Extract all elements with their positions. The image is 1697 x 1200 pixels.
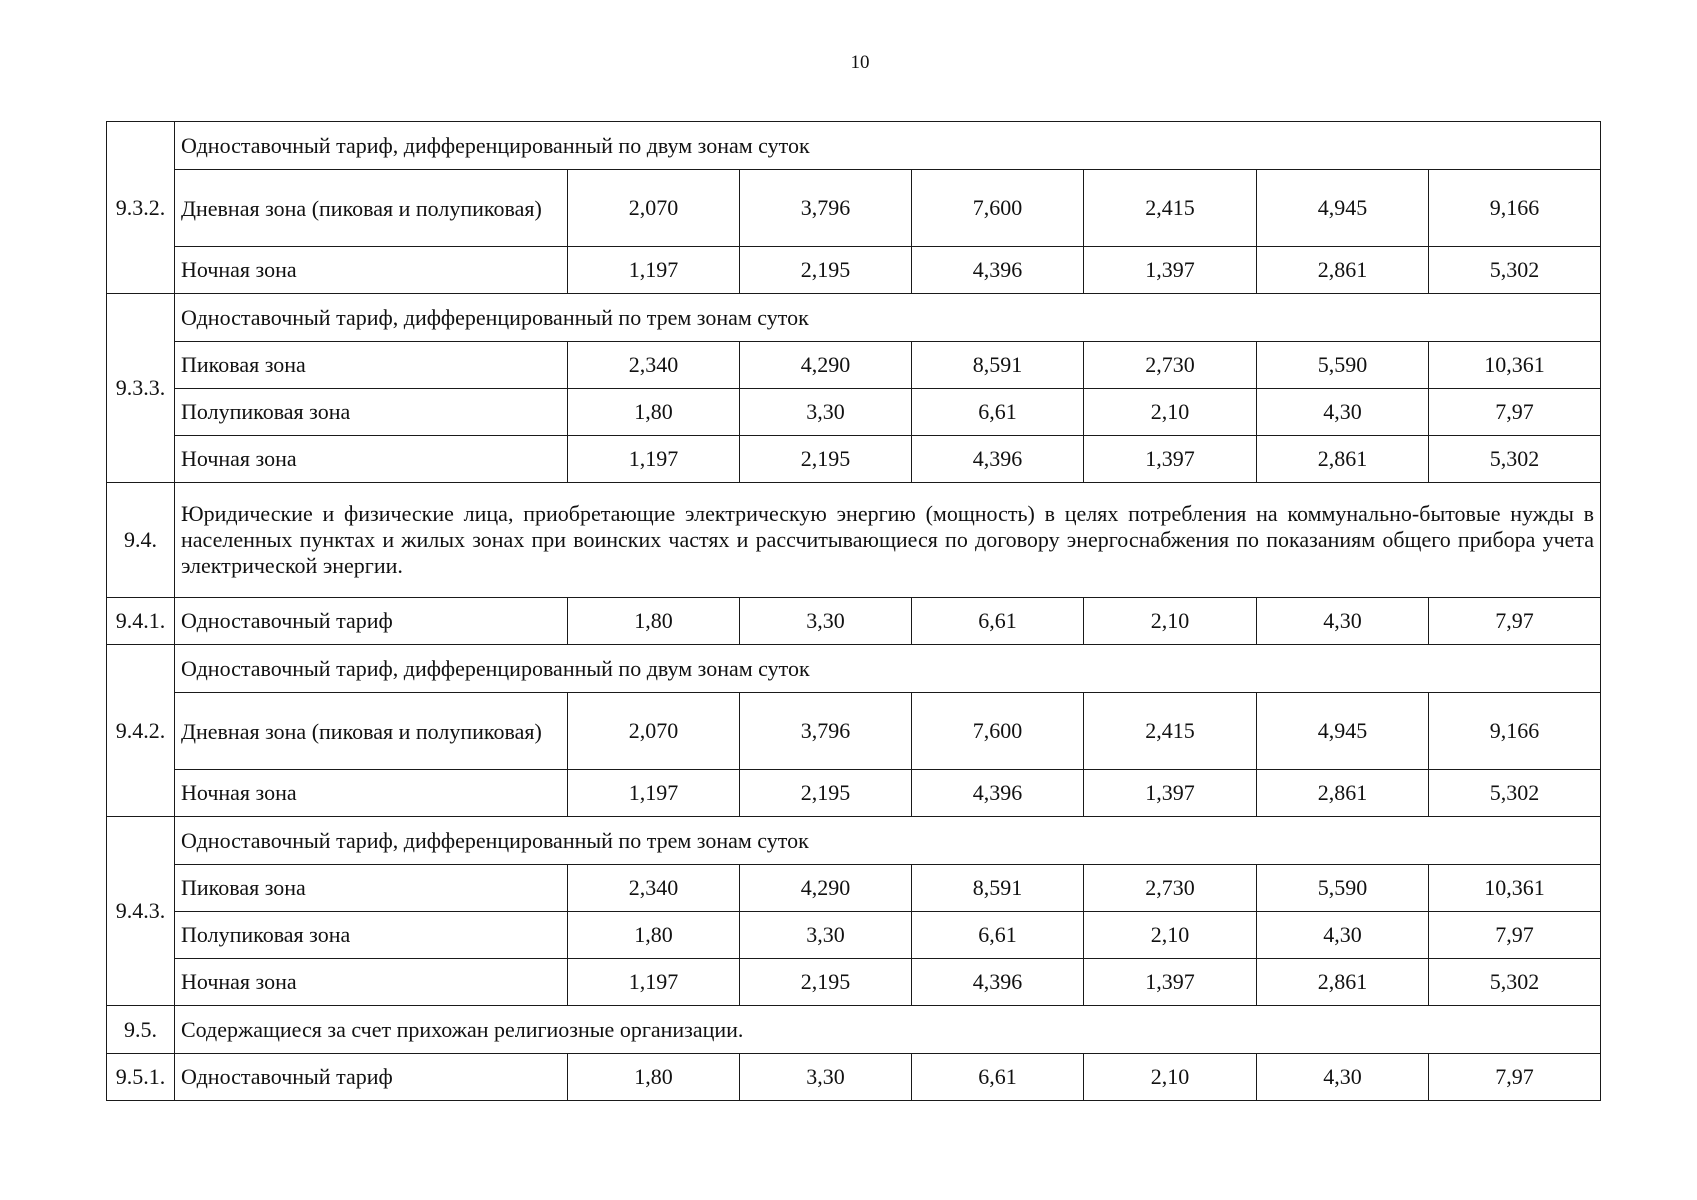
table-row: [107, 294, 1601, 342]
row-label: Дневная зона (пиковая и полупиковая): [175, 693, 568, 770]
value-cell: 3,30: [740, 912, 912, 959]
value-cell: 4,290: [740, 865, 912, 912]
value-cell: 7,97: [1429, 912, 1601, 959]
value-cell: 6,61: [912, 389, 1084, 436]
value-cell: 2,195: [740, 770, 912, 817]
table-row: [107, 1006, 1601, 1054]
value-cell: 2,10: [1084, 389, 1257, 436]
row-label: Пиковая зона: [175, 342, 568, 389]
value-cell: 3,796: [740, 693, 912, 770]
value-cell: 4,396: [912, 959, 1084, 1006]
value-cell: 6,61: [912, 598, 1084, 645]
value-cell: 10,361: [1429, 342, 1601, 389]
value-cell: 7,97: [1429, 1054, 1601, 1101]
page-number: 10: [850, 52, 870, 73]
value-cell: 2,10: [1084, 1054, 1257, 1101]
value-cell: 2,730: [1084, 865, 1257, 912]
tariff-table: [106, 121, 1601, 1101]
value-cell: 3,796: [740, 170, 912, 247]
value-cell: 4,30: [1257, 912, 1429, 959]
table-row: [107, 865, 1601, 912]
row-code: 9.5.: [107, 1006, 175, 1054]
value-cell: 6,61: [912, 1054, 1084, 1101]
value-cell: 3,30: [740, 598, 912, 645]
section-title: Содержащиеся за счет прихожан религиозные организации.: [175, 1006, 1601, 1054]
value-cell: 1,80: [568, 1054, 740, 1101]
row-label: Ночная зона: [175, 770, 568, 817]
value-cell: 1,197: [568, 770, 740, 817]
row-label: Одноставочный тариф: [175, 598, 568, 645]
value-cell: 2,730: [1084, 342, 1257, 389]
value-cell: 5,302: [1429, 436, 1601, 483]
value-cell: 2,340: [568, 865, 740, 912]
value-cell: 1,197: [568, 436, 740, 483]
value-cell: 2,195: [740, 247, 912, 294]
row-label: Дневная зона (пиковая и полупиковая): [175, 170, 568, 247]
row-code: 9.4.1.: [107, 598, 175, 645]
table-row: [107, 1054, 1601, 1101]
value-cell: 1,80: [568, 912, 740, 959]
value-cell: 1,397: [1084, 959, 1257, 1006]
table-row: [107, 770, 1601, 817]
value-cell: 1,197: [568, 959, 740, 1006]
value-cell: 2,861: [1257, 770, 1429, 817]
value-cell: 1,197: [568, 247, 740, 294]
table-row: [107, 122, 1601, 170]
value-cell: 5,302: [1429, 959, 1601, 1006]
value-cell: 2,415: [1084, 170, 1257, 247]
value-cell: 1,80: [568, 389, 740, 436]
row-label: Ночная зона: [175, 959, 568, 1006]
value-cell: 4,945: [1257, 693, 1429, 770]
table-row: [107, 483, 1601, 598]
value-cell: 4,30: [1257, 1054, 1429, 1101]
section-title: Одноставочный тариф, дифференцированный по трем зонам суток: [175, 294, 1601, 342]
value-cell: 7,97: [1429, 598, 1601, 645]
value-cell: 9,166: [1429, 693, 1601, 770]
value-cell: 7,600: [912, 170, 1084, 247]
table-row: [107, 817, 1601, 865]
value-cell: 5,302: [1429, 770, 1601, 817]
value-cell: 6,61: [912, 912, 1084, 959]
value-cell: 2,861: [1257, 436, 1429, 483]
value-cell: 1,397: [1084, 247, 1257, 294]
row-code: 9.5.1.: [107, 1054, 175, 1101]
value-cell: 7,600: [912, 693, 1084, 770]
table-row: [107, 912, 1601, 959]
value-cell: 4,30: [1257, 389, 1429, 436]
table-row: [107, 693, 1601, 770]
value-cell: 5,590: [1257, 342, 1429, 389]
value-cell: 10,361: [1429, 865, 1601, 912]
value-cell: 9,166: [1429, 170, 1601, 247]
value-cell: 2,195: [740, 959, 912, 1006]
value-cell: 4,396: [912, 770, 1084, 817]
value-cell: 3,30: [740, 1054, 912, 1101]
table-row: [107, 959, 1601, 1006]
value-cell: 2,070: [568, 170, 740, 247]
value-cell: 2,10: [1084, 912, 1257, 959]
value-cell: 8,591: [912, 865, 1084, 912]
value-cell: 2,070: [568, 693, 740, 770]
row-label: Полупиковая зона: [175, 389, 568, 436]
section-title: Юридические и физические лица, приобретающие электрическую энергию (мощность) в целях потребления на коммунально-бытовые нужды в населенных пунктах и жилых зонах при воинских частях и рассчитывающиеся по договору энергоснабжения по показаниям общего прибора учета электрической энергии.: [175, 483, 1601, 598]
table-row: [107, 436, 1601, 483]
row-label: Пиковая зона: [175, 865, 568, 912]
value-cell: 5,590: [1257, 865, 1429, 912]
value-cell: 3,30: [740, 389, 912, 436]
section-title: Одноставочный тариф, дифференцированный по двум зонам суток: [175, 122, 1601, 170]
value-cell: 1,397: [1084, 770, 1257, 817]
value-cell: 4,945: [1257, 170, 1429, 247]
value-cell: 2,861: [1257, 959, 1429, 1006]
value-cell: 2,195: [740, 436, 912, 483]
value-cell: 4,30: [1257, 598, 1429, 645]
value-cell: 1,80: [568, 598, 740, 645]
row-label: Ночная зона: [175, 247, 568, 294]
table-row: [107, 389, 1601, 436]
value-cell: 2,10: [1084, 598, 1257, 645]
table-row: [107, 170, 1601, 247]
row-code: 9.3.3.: [107, 294, 175, 483]
value-cell: 5,302: [1429, 247, 1601, 294]
value-cell: 4,396: [912, 436, 1084, 483]
value-cell: 1,397: [1084, 436, 1257, 483]
row-label: Ночная зона: [175, 436, 568, 483]
row-code: 9.4.3.: [107, 817, 175, 1006]
section-title: Одноставочный тариф, дифференцированный по двум зонам суток: [175, 645, 1601, 693]
value-cell: 7,97: [1429, 389, 1601, 436]
row-label: Полупиковая зона: [175, 912, 568, 959]
row-code: 9.4.2.: [107, 645, 175, 817]
row-code: 9.3.2.: [107, 122, 175, 294]
table-row: [107, 247, 1601, 294]
table-row: [107, 342, 1601, 389]
table-row: [107, 598, 1601, 645]
value-cell: 8,591: [912, 342, 1084, 389]
table-row: [107, 645, 1601, 693]
value-cell: 4,396: [912, 247, 1084, 294]
value-cell: 2,415: [1084, 693, 1257, 770]
value-cell: 2,861: [1257, 247, 1429, 294]
value-cell: 4,290: [740, 342, 912, 389]
row-code: 9.4.: [107, 483, 175, 598]
value-cell: 2,340: [568, 342, 740, 389]
section-title: Одноставочный тариф, дифференцированный по трем зонам суток: [175, 817, 1601, 865]
row-label: Одноставочный тариф: [175, 1054, 568, 1101]
